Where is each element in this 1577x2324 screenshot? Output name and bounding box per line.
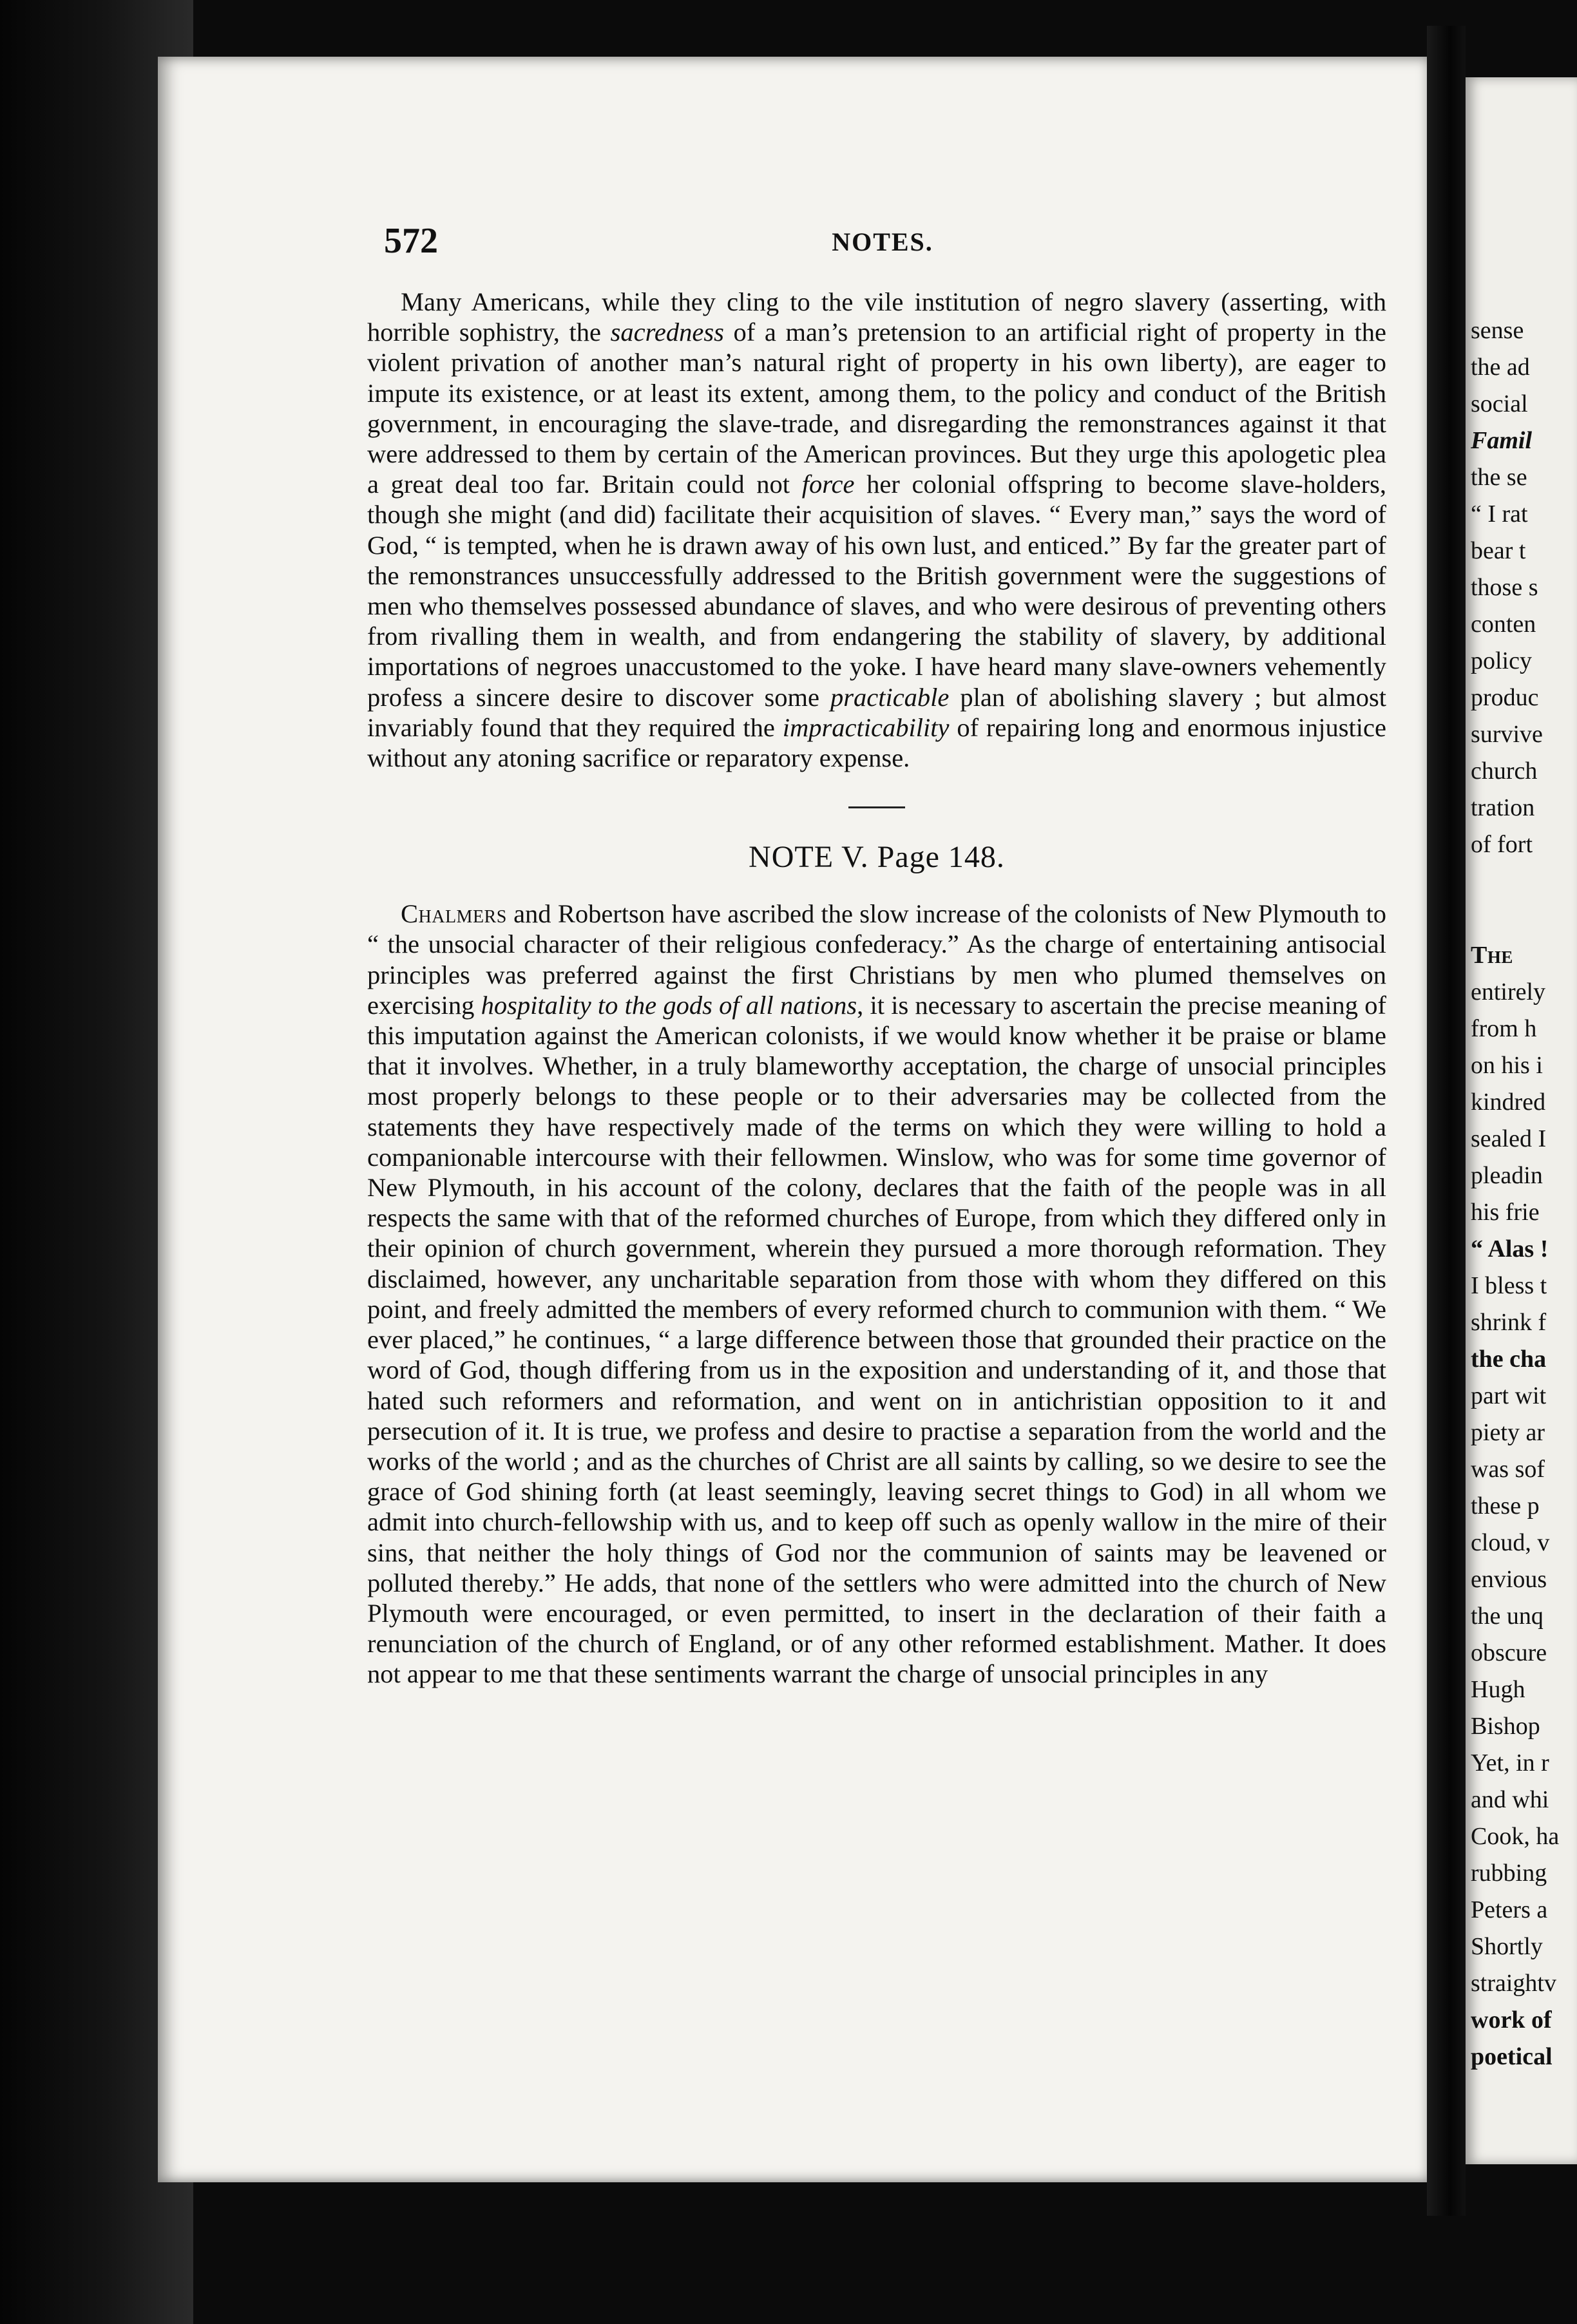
facing-page-line: church	[1471, 757, 1538, 785]
facing-page-line: produc	[1471, 684, 1539, 711]
section-rule	[848, 806, 905, 808]
paragraph-slavery	[367, 287, 1386, 773]
facing-page-line: obscure	[1471, 1639, 1547, 1666]
body.paragraph-1-run: force	[801, 470, 855, 499]
facing-page-line: part wit	[1471, 1382, 1547, 1409]
facing-page-line: straightv	[1471, 1970, 1556, 1997]
facing-page-line: Cook, ha	[1471, 1823, 1560, 1850]
facing-page-line: on his i	[1471, 1052, 1543, 1079]
facing-page-fragment	[1466, 77, 1577, 2164]
facing-page-line: those s	[1471, 574, 1538, 601]
body.paragraph-1-run: practicable	[830, 682, 950, 712]
facing-page-line: I bless t	[1471, 1272, 1547, 1299]
facing-page-line: sense	[1471, 317, 1524, 344]
facing-page-line: the cha	[1471, 1346, 1547, 1373]
facing-page-line: “ Alas !	[1471, 1235, 1549, 1262]
facing-page-line: pleadin	[1471, 1162, 1543, 1189]
running-title: NOTES.	[832, 227, 933, 256]
running-head	[384, 220, 1381, 259]
facing-page-line: The	[1471, 942, 1513, 969]
facing-page-lines-bottom	[1466, 937, 1559, 2075]
facing-page-lines-top	[1466, 312, 1543, 863]
facing-page-line: work of	[1471, 2006, 1552, 2034]
facing-page-line: sealed I	[1471, 1125, 1547, 1152]
facing-page-line: conten	[1471, 611, 1536, 638]
facing-page-line: social	[1471, 390, 1528, 417]
facing-page-line: Hugh	[1471, 1676, 1525, 1703]
facing-page-line: Famil	[1471, 427, 1533, 454]
facing-page-line: “ I rat	[1471, 500, 1528, 528]
body.paragraph-1-run: impracticability	[782, 712, 950, 742]
body.paragraph-1-run: of repairing long and enormous injustice without any atoning sacrifice or reparatory expense.	[367, 712, 1386, 773]
facing-page-line: cloud, v	[1471, 1529, 1550, 1556]
facing-page-line: bear t	[1471, 537, 1526, 564]
facing-page-line: the ad	[1471, 354, 1530, 381]
body.paragraph-2-run: hospitality to the gods of all nations	[481, 990, 857, 1020]
facing-page-line: these p	[1471, 1492, 1540, 1519]
note-heading: NOTE V. Page 148.	[749, 840, 1005, 875]
facing-page-line: envious	[1471, 1566, 1547, 1593]
facing-page-line: the se	[1471, 464, 1527, 491]
body.paragraph-2-run: and Robertson have ascribed the slow increase of the colonists of New Plymouth to “ the unsocial character of their religious confederacy.” As the charge of entertaining antisocial principles was preferred against the first Christians by men who plumed themselves on exercising	[367, 899, 1386, 1020]
body.paragraph-1-run: sacredness	[610, 318, 724, 347]
facing-page-line: piety ar	[1471, 1419, 1545, 1446]
facing-page-line: rubbing	[1471, 1860, 1547, 1887]
facing-page-line: kindred	[1471, 1089, 1546, 1116]
facing-page-line: from h	[1471, 1015, 1537, 1042]
facing-page-line: his frie	[1471, 1199, 1540, 1226]
body.paragraph-1-run: her colonial offspring to become slave-holders, though she might (and did) facilitate their acquisition of slaves. “ Every man,” says the word of God, “ is tempted, when he is drawn away of his own lust, and enticed.” By far the greater part of the remonstrances unsuccessfully addressed to the British government were the suggestions of men who themselves possessed abundance of slaves, and who were desirous of preventing others from rivalling them in wealth, and from endangering the stability of slavery, by additional importations of negroes unaccustomed to the yoke. I have heard many slave-owners vehemently profess a sincere desire to discover some	[367, 470, 1386, 712]
text-column	[367, 287, 1386, 1690]
facing-page-line: entirely	[1471, 978, 1546, 1005]
body.paragraph-2-run: Chalmers	[401, 899, 507, 929]
facing-page-line: survive	[1471, 721, 1543, 748]
facing-page-line: Shortly	[1471, 1933, 1543, 1960]
body.paragraph-1-run: of a man’s pretension to an artificial right of property in the violent privation of another man’s natural right of property in his own liberty), are eager to impute its existence, or at least its extent, among them, to the policy and conduct of the British government, in encouraging the slave-trade, and disregarding the remonstrances against it that were addressed to them by certain of the American provinces. But they urge this apologetic plea a great deal too far. Britain could not	[367, 318, 1386, 499]
book-gutter	[1427, 26, 1466, 2216]
facing-page-line: poetical	[1471, 2043, 1553, 2070]
facing-page-line: Yet, in r	[1471, 1749, 1549, 1776]
facing-page-line: policy	[1471, 647, 1532, 674]
body.paragraph-1-run: plan of abolishing slavery ; but almost invariably found that they required the	[367, 682, 1386, 742]
page-number: 572	[384, 221, 438, 261]
body.paragraph-1-run: Many Americans, while they cling to the vile institution of negro slavery (asserting, with horrible sophistry, the	[367, 287, 1386, 347]
facing-page-line: and whi	[1471, 1786, 1549, 1813]
paragraph-note-v	[367, 899, 1386, 1689]
body.paragraph-2-run: , it is necessary to ascertain the precise meaning of this imputation against the American colonists, if we would know whether it be praise or blame that it involves. Whether, in a truly blameworthy acceptation, the charge of unsocial principles most properly belongs to these people or to their adversaries may be collected from the statements they have respectively made of the terms on which they were willing to hold a companionable intercourse with their fellowmen. Winslow, who was for some time governor of New Plymouth, in his account of the colony, declares that the faith of the people was in all respects the same with that of the reformed churches of Europe, from which they differed only in their opinion of church government, wherein they pursued a more thorough reformation. They disclaimed, however, any uncharitable separation from those with whom they differed on this point, and freely admitted the members of every reformed church to communion with them. “ We ever placed,” he continues, “ a large difference between those that grounded their practice on the word of God, though differing from us in the exposition and understanding of it, and those that hated such reformers and reformation, and went on in antichristian opposition to it and persecution of it. It is true, we profess and desire to practise a separation from the world and the works of the world ; and as the churches of Christ are all saints by calling, so we desire to see the grace of God shining forth (at least seemingly, leaving secret things to God) in all whom we admit into church-fellowship with us, and to keep off such as openly wallow in the mire of their sins, that neither the holy things of God nor the communion of saints may be leavened or polluted thereby.” He adds, that none of the settlers who were admitted into the church of New Plymouth were encouraged, or even permitted, to insert in the declaration of their faith a renunciation of the church of England, or of any other reformed establishment. Mather. It does not appear to me that these sentiments warrant the charge of unsocial principles in any	[367, 990, 1387, 1689]
facing-page-line: shrink f	[1471, 1309, 1547, 1336]
facing-page-line: tration	[1471, 794, 1535, 821]
facing-page-line: Peters a	[1471, 1896, 1548, 1923]
facing-page-line: was sof	[1471, 1456, 1545, 1483]
facing-page-line: Bishop	[1471, 1713, 1540, 1740]
facing-page-line: the unq	[1471, 1603, 1544, 1630]
facing-page-line: of fort	[1471, 831, 1533, 858]
